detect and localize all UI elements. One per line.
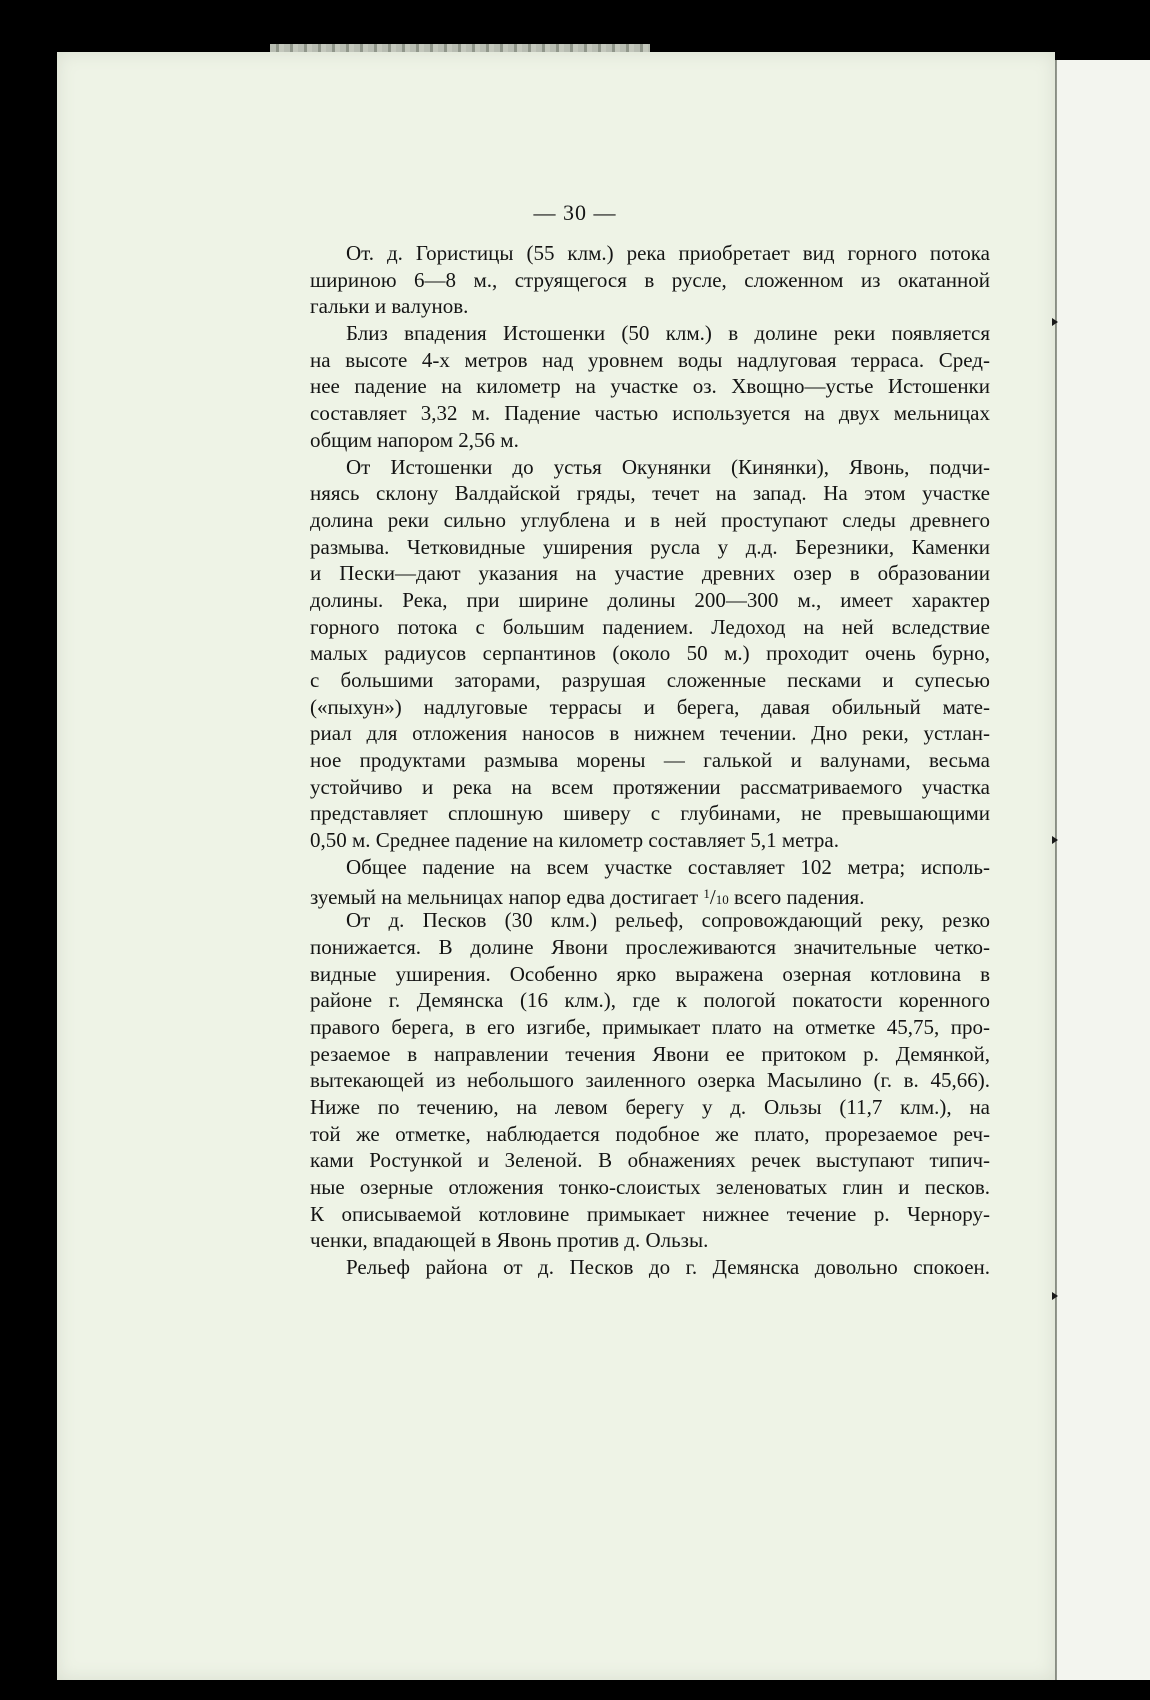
- text-line: К описываемой котловине примыкает нижнее течение р. Чернору-: [310, 1201, 990, 1226]
- text-line: районе г. Демянска (16 клм.), где к пологой покатости коренного: [310, 988, 990, 1013]
- fraction-numerator: 1: [703, 885, 710, 901]
- text-fragment: всего падения.: [728, 884, 865, 909]
- text-line: долина реки сильно углублена и в ней проступают следы древнего: [310, 507, 990, 532]
- text-line: От. д. Гористицы (55 клм.) река приобретает вид горного потока: [346, 241, 990, 265]
- text-line: составляет 3,32 м. Падение частью используется на двух мельницах: [310, 401, 990, 426]
- text-line: долины. Река, при ширине долины 200—300 м., имеет характер: [310, 587, 990, 612]
- text-line: 0,50 м. Среднее падение на километр составляет 5,1 метра.: [310, 828, 839, 853]
- text-fragment: зуемый на мельницах напор едва достигает: [310, 884, 704, 909]
- text-line: ченки, впадающей в Явонь против д. Ользы.: [310, 1228, 709, 1253]
- text-line: понижается. В долине Явони прослеживаются значительные четко-: [310, 934, 990, 959]
- text-line: няясь склону Валдайской гряды, течет на запад. На этом участке: [310, 481, 990, 506]
- text-line: резаемое в направлении течения Явони ее притоком р. Демянкой,: [310, 1041, 990, 1066]
- text-line: общим напором 2,56 м.: [310, 427, 519, 452]
- text-line: малых радиусов серпантинов (около 50 м.) проходит очень бурно,: [310, 641, 990, 666]
- text-line: нее падение на километр на участке оз. Хвощно—устье Истошенки: [310, 374, 990, 399]
- text-line: риал для отложения наносов в нижнем течении. Дно реки, устлан-: [310, 721, 990, 746]
- fraction-denominator: 10: [715, 891, 729, 907]
- body-text: [310, 240, 990, 1281]
- text-line: Ниже по течению, на левом берегу у д. Ользы (11,7 клм.), на: [310, 1095, 990, 1119]
- text-line: От д. Песков (30 клм.) рельеф, сопровождающий реку, резко: [346, 908, 990, 933]
- text-line: ные озерные отложения тонко-слоистых зеленоватых глин и песков.: [310, 1175, 990, 1200]
- text-line: правого берега, в его изгибе, примыкает плато на отметке 45,75, про-: [310, 1014, 990, 1039]
- next-page-edge: [1057, 60, 1150, 1680]
- text-line: Общее падение на всем участке составляет 102 метра; исполь-: [346, 854, 990, 879]
- text-line: ками Ростункой и Зеленой. В обнажениях речек выступают типич-: [310, 1148, 990, 1173]
- text-line: той же отметке, наблюдается подобное же плато, прорезаемое реч-: [310, 1121, 990, 1146]
- fraction-slash: /: [709, 884, 716, 909]
- text-line: размыва. Четковидные уширения русла у д.д. Березники, Каменки: [310, 534, 990, 559]
- text-line: Рельеф района от д. Песков до г. Демянска довольно спокоен.: [346, 1255, 990, 1280]
- text-line: видные уширения. Особенно ярко выражена озерная котловина в: [310, 961, 990, 986]
- text-line: гальки и валунов.: [310, 294, 469, 319]
- page-number: — 30 —: [533, 200, 617, 225]
- text-line: устойчиво и река на всем протяжении рассматриваемого участка: [310, 774, 990, 799]
- text-line: («пыхун») надлуговые террасы и берега, давая обильный мате-: [310, 694, 990, 719]
- text-line: и Пески—дают указания на участие древних озер в образовании: [310, 561, 990, 586]
- text-line: От Истошенки до устья Окунянки (Кинянки), Явонь, подчи-: [346, 454, 990, 479]
- text-line-with-fraction: [310, 881, 990, 908]
- text-line: представляет сплошную шиверу с глубинами, не превышающими: [310, 801, 990, 826]
- text-line: Близ впадения Истошенки (50 клм.) в долине реки появляется: [346, 321, 990, 346]
- text-line: с большими заторами, разрушая сложенные песками и супесью: [310, 668, 990, 692]
- text-line: вытекающей из небольшого заиленного озерка Масылино (г. в. 45,66).: [310, 1068, 990, 1093]
- text-line: горного потока с большим падением. Ледоход на ней вследствие: [310, 614, 990, 639]
- text-line: ное продуктами размыва морены — галькой и валунами, весьма: [310, 748, 990, 773]
- text-line: на высоте 4-х метров над уровнем воды надлуговая терраса. Сред-: [310, 347, 990, 372]
- text-line: шириною 6—8 м., струящегося в русле, сложенном из окатанной: [310, 267, 990, 292]
